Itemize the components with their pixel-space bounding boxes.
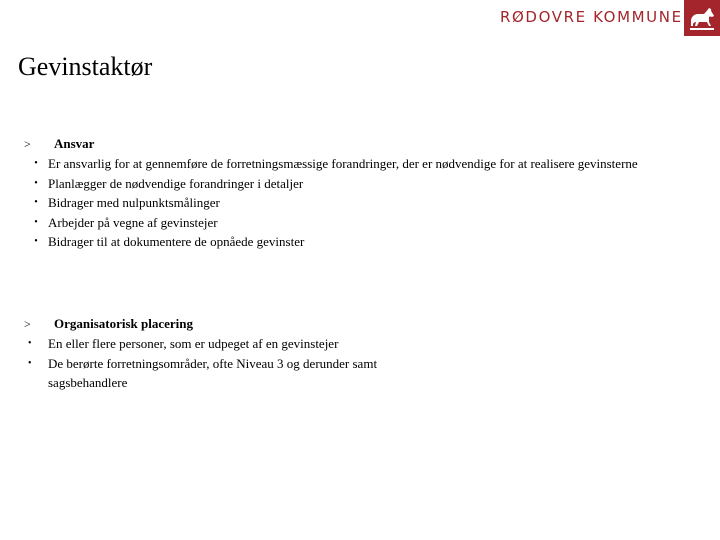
brand-word-2: KOMMUNE [593, 8, 683, 26]
bullet-icon: • [28, 338, 32, 349]
list-item [24, 354, 664, 393]
bullet-icon: • [34, 158, 38, 169]
chevron-right-icon: > [24, 137, 31, 151]
list-item-text: Bidrager med nulpunktsmålinger [48, 195, 220, 210]
section-heading-row [24, 134, 664, 154]
brand-word-1: RØDOVRE [500, 8, 587, 26]
bullet-icon: • [28, 357, 32, 369]
list-item-text: Arbejder på vegne af gevinstejer [48, 214, 218, 230]
bullet-icon: • [34, 216, 38, 228]
list-item [24, 213, 664, 233]
brand-wordmark [500, 8, 683, 26]
bullet-icon: • [34, 236, 38, 247]
bullet-list [24, 154, 664, 252]
list-item-text: Bidrager til at dokumentere de opnåede gevinster [48, 234, 305, 249]
section-organisatorisk-placering [24, 314, 664, 393]
chevron-right-icon: > [24, 317, 31, 331]
list-item-text: De berørte forretningsområder, ofte Niveau 3 og derunder samt sagsbehandlere [48, 355, 378, 390]
page-title: Gevinstaktør [18, 52, 153, 81]
list-item [24, 154, 664, 174]
bullet-icon: • [34, 177, 38, 189]
bullet-icon: • [34, 197, 38, 208]
list-item-text: En eller flere personer, som er udpeget af en gevinstejer [48, 336, 339, 351]
coat-of-arms-icon [684, 0, 720, 36]
section-heading: Organisatorisk placering [54, 316, 194, 331]
section-heading: Ansvar [54, 136, 95, 151]
list-item [24, 193, 664, 213]
bullet-list [24, 334, 664, 393]
list-item-text: Planlægger de nødvendige forandringer i detaljer [48, 175, 304, 191]
section-heading-row [24, 314, 664, 334]
list-item [24, 174, 664, 194]
list-item [24, 232, 664, 252]
list-item [24, 334, 664, 354]
section-ansvar [24, 134, 664, 252]
list-item-text: Er ansvarlig for at gennemføre de forretningsmæssige forandringer, der er nødvendige for at realisere gevinsterne [48, 156, 638, 171]
